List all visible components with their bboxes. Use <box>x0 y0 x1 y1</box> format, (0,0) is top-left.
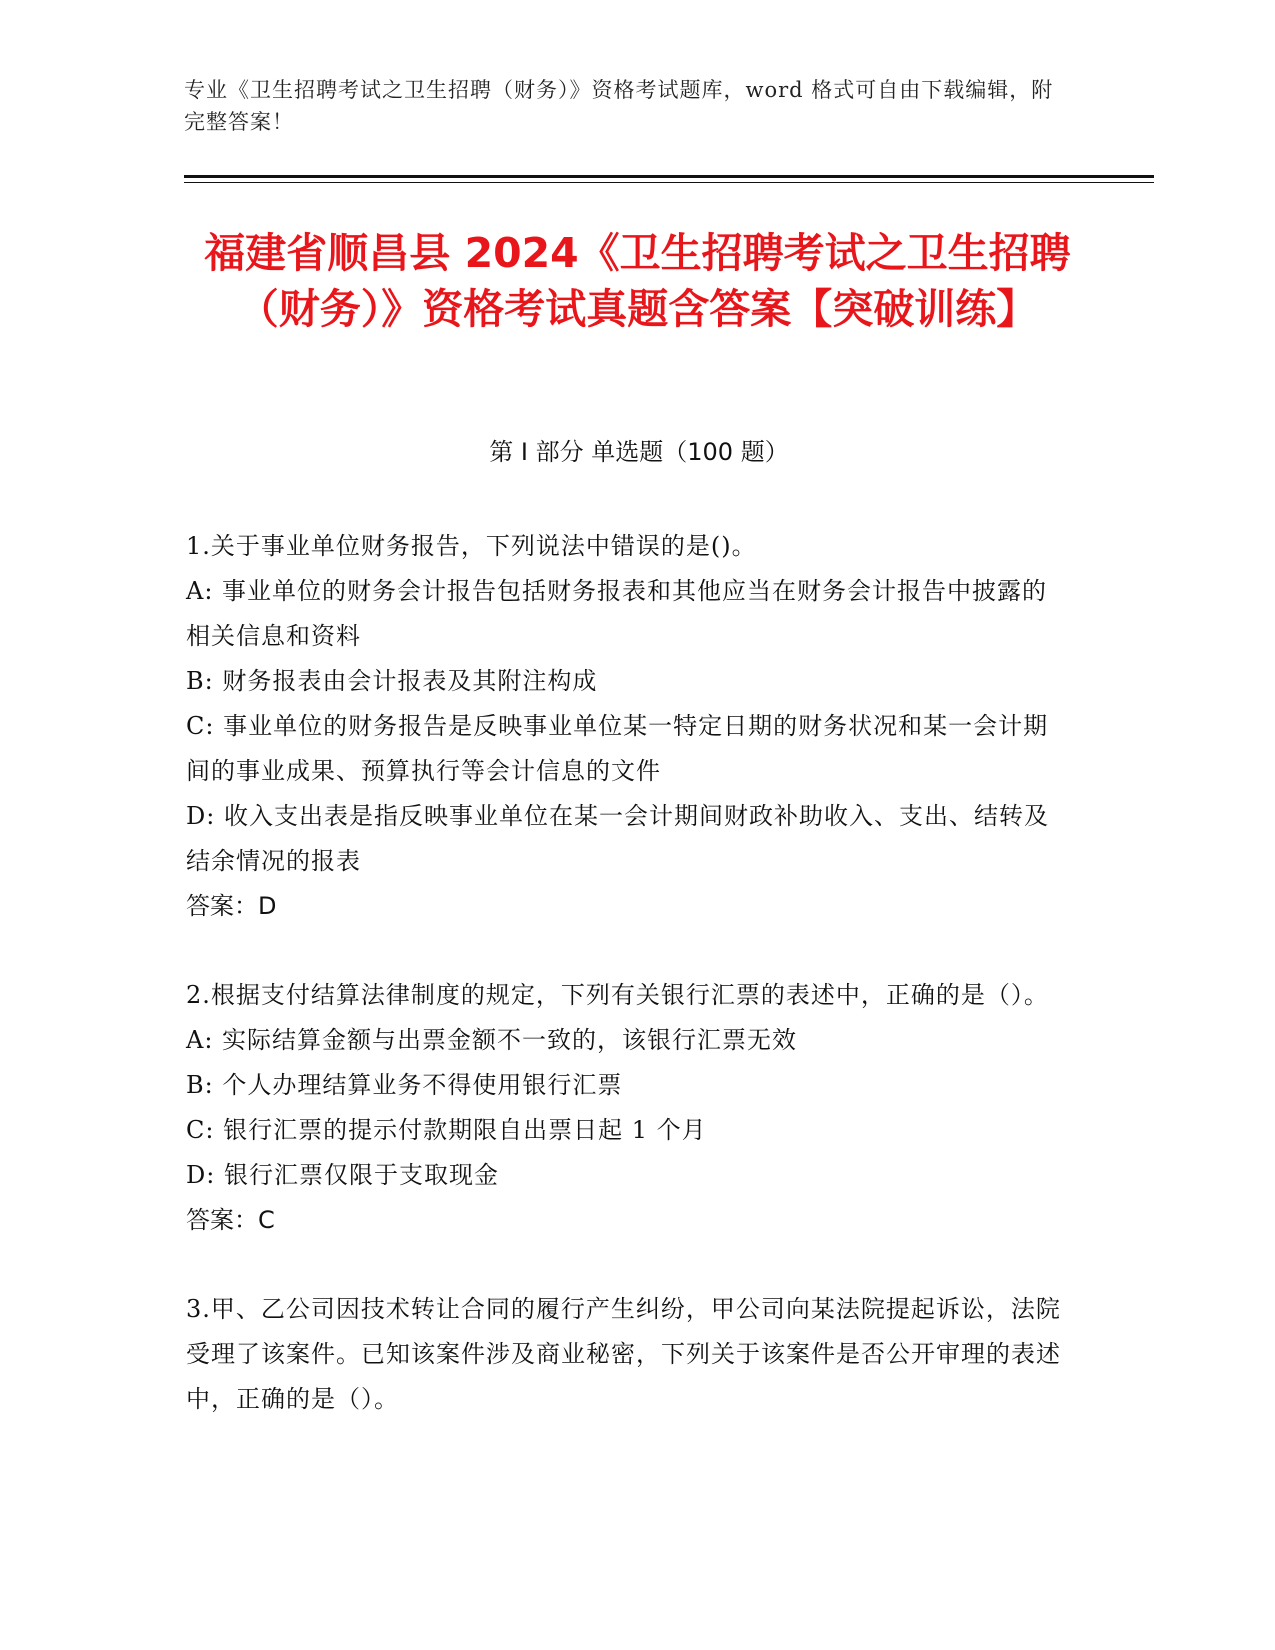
option-a: A: 实际结算金额与出票金额不一致的，该银行汇票无效 <box>186 1026 798 1054</box>
question-2 <box>186 973 1066 1243</box>
option-a: A: 事业单位的财务会计报告包括财务报表和其他应当在财务会计报告中披露的相关信息和资料 <box>186 577 1048 650</box>
document-title: 福建省顺昌县 2024《卫生招聘考试之卫生招聘（财务）》资格考试真题含答案【突破训练】 <box>204 229 1071 333</box>
question-text: 3.甲、乙公司因技术转让合同的履行产生纠纷，甲公司向某法院提起诉讼，法院受理了该案件。已知该案件涉及商业秘密，下列关于该案件是否公开审理的表述中，正确的是（）。 <box>186 1295 1061 1413</box>
answer: 答案：D <box>186 892 277 920</box>
header-note: 专业《卫生招聘考试之卫生招聘（财务）》资格考试题库，word 格式可自由下载编辑，附完整答案！ <box>184 78 1054 134</box>
question-text: 2.根据支付结算法律制度的规定，下列有关银行汇票的表述中，正确的是（）。 <box>186 981 1049 1009</box>
question-text: 1.关于事业单位财务报告，下列说法中错误的是()。 <box>186 532 757 560</box>
option-b: B: 财务报表由会计报表及其附注构成 <box>186 667 598 695</box>
option-c: C: 事业单位的财务报告是反映事业单位某一特定日期的财务状况和某一会计期间的事业成果、预算执行等会计信息的文件 <box>186 712 1049 785</box>
question-1 <box>186 524 1066 929</box>
option-d: D: 收入支出表是指反映事业单位在某一会计期间财政补助收入、支出、结转及结余情况的报表 <box>186 802 1049 875</box>
option-b: B: 个人办理结算业务不得使用银行汇票 <box>186 1071 623 1099</box>
answer: 答案：C <box>186 1206 275 1234</box>
section-title: 第 I 部分 单选题（100 题） <box>489 438 789 466</box>
option-d: D: 银行汇票仅限于支取现金 <box>186 1161 499 1189</box>
question-3 <box>186 1287 1066 1422</box>
option-c: C: 银行汇票的提示付款期限自出票日起 1 个月 <box>186 1116 707 1144</box>
header-divider-thick <box>184 175 1154 178</box>
question-list <box>186 524 1066 1466</box>
header-divider-thin <box>184 182 1154 183</box>
